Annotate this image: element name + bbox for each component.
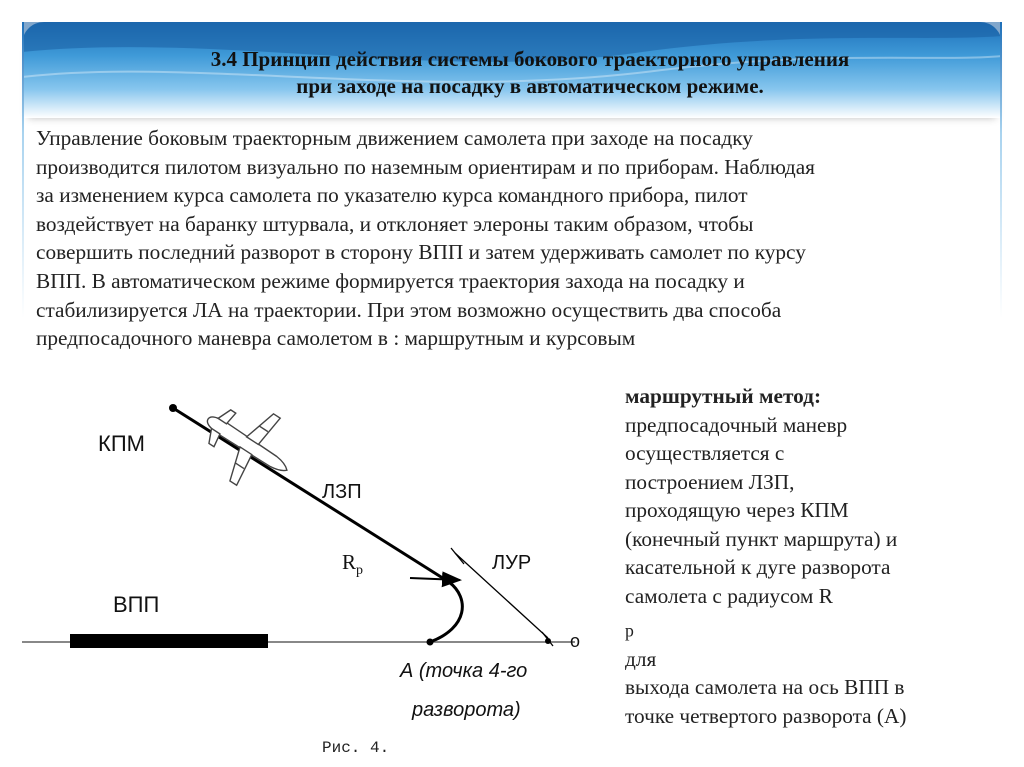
label-radius <box>342 550 363 578</box>
title-line-2: при заходе на посадку в автоматическом режиме. <box>296 74 764 98</box>
point-o <box>545 638 551 644</box>
method-line: предпосадочный маневр <box>625 412 848 437</box>
intro-paragraph <box>36 124 986 353</box>
intro-line: воздействует на баранку штурвала, и отклоняет элероны таким образом, чтобы <box>36 211 754 236</box>
intro-line: стабилизируется ЛА на траектории. При этом возможно осуществить два способа <box>36 297 782 322</box>
method-line: точке четвертого разворота (А) <box>625 703 907 728</box>
turn-arc <box>430 582 462 642</box>
title-line-1: 3.4 Принцип действия системы бокового траекторного управления <box>210 47 850 71</box>
label-lur: ЛУР <box>492 552 532 574</box>
label-radius-main: R <box>342 550 357 574</box>
label-a-line2: разворота) <box>412 699 521 721</box>
intro-line: производится пилотом визуально по наземным ориентирам и по приборам. Наблюдая <box>36 154 815 179</box>
method-line: касательной к дуге разворота <box>625 555 891 579</box>
method-line-radius <box>625 582 985 674</box>
intro-line: ВПП. В автоматическом режиме формируется траектория захода на посадку и <box>36 268 745 293</box>
radius-arrow <box>410 578 460 580</box>
method-heading: маршрутный метод: <box>625 384 822 408</box>
method-line: проходящую через КПМ <box>625 498 849 522</box>
runway-rect <box>70 634 268 648</box>
method-line-radius-text: самолета с радиусом R <box>625 583 833 608</box>
kpm-point <box>169 404 177 412</box>
slide-title <box>120 46 940 100</box>
label-o: о <box>570 631 581 651</box>
intro-line: предпосадочного маневра самолетом в : маршрутным и курсовым <box>36 326 636 351</box>
label-kpm: КПМ <box>98 431 145 456</box>
lur-tick-start <box>451 548 464 564</box>
radius-subscript: р <box>625 620 634 641</box>
radius-suffix: для <box>625 646 657 671</box>
label-vpp: ВПП <box>113 592 160 617</box>
label-a-line1: А (точка 4-го <box>400 660 528 682</box>
figure-caption: Рис. 4. <box>322 739 390 757</box>
landing-approach-diagram <box>0 380 620 765</box>
aircraft-icon <box>186 385 308 503</box>
intro-line: совершить последний разворот в сторону ВПП и затем удерживать самолет по курсу <box>36 240 806 265</box>
slide-frame-right <box>1000 22 1002 762</box>
method-line: выхода самолета на ось ВПП в <box>625 675 905 700</box>
intro-line: за изменением курса самолета по указателю курса командного прибора, пилот <box>36 183 748 208</box>
method-line: осуществляется с <box>625 441 785 465</box>
label-lzp: ЛЗП <box>322 481 362 503</box>
method-line: (конечный пункт маршрута) и <box>625 526 898 551</box>
point-a <box>427 639 434 646</box>
label-radius-sub: р <box>356 563 364 578</box>
intro-line: Управление боковым траекторным движением самолета при заходе на посадку <box>36 126 753 150</box>
method-line: построением ЛЗП, <box>625 469 795 494</box>
method-description <box>625 382 985 730</box>
